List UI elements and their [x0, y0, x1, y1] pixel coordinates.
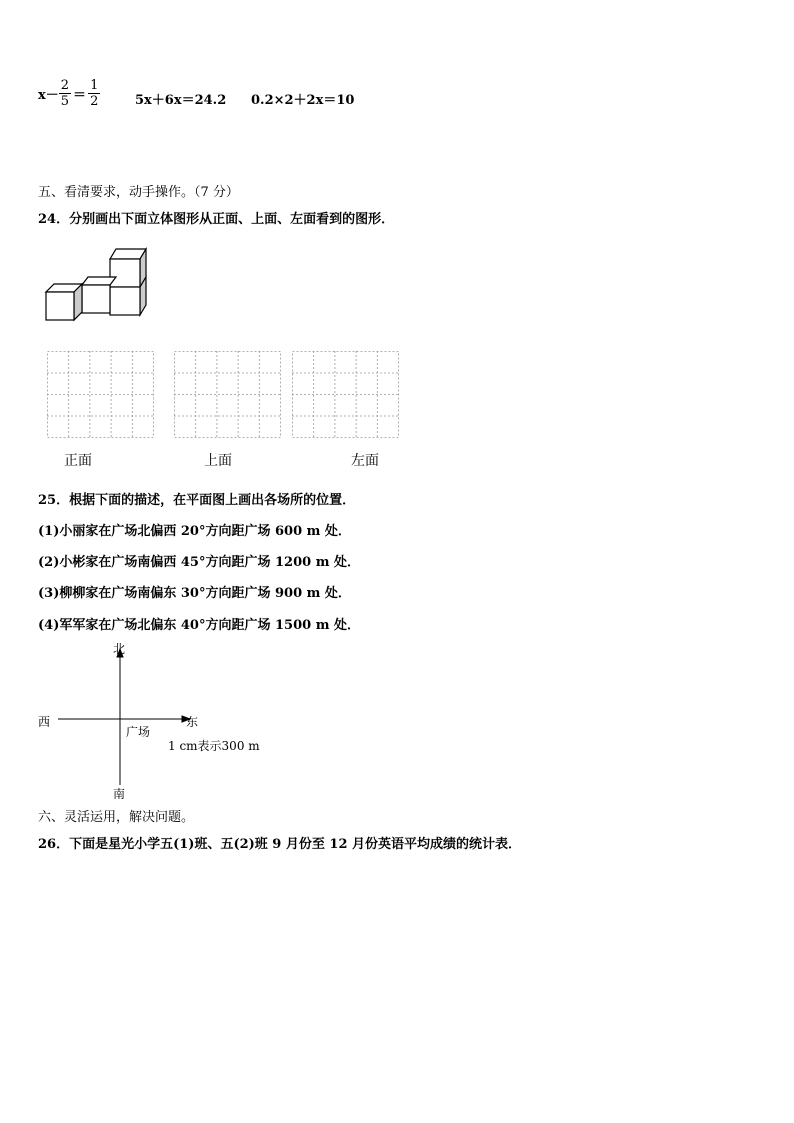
question-26: 26．下面是星光小学五(1)班、五(2)班 9 月份至 12 月份英语平均成绩的统计表． — [38, 837, 522, 852]
compass-east: 东 — [186, 715, 199, 729]
cube-figure — [40, 244, 160, 334]
label-left: 左面 — [351, 453, 379, 469]
q25-item-2: (2)小彬家在广场南偏西 45°方向距广场 1200 m 处． — [38, 555, 360, 570]
section-6-heading: 六、灵活运用，解决问题。 — [38, 810, 195, 825]
equation-2: 5x＋6x＝24.2 — [135, 93, 227, 108]
eq1-prefix: x－ — [38, 88, 59, 103]
fraction-denominator: 5 — [60, 94, 70, 109]
question-25: 25．根据下面的描述，在平面图上画出各场所的位置． — [38, 493, 356, 508]
compass-north: 北 — [113, 642, 126, 656]
compass-scale: 1 cm表示300 m — [168, 739, 260, 753]
section-5-heading: 五、看清要求，动手操作。（7 分） — [38, 185, 239, 200]
compass-axes[interactable] — [0, 645, 200, 795]
grid-top[interactable] — [174, 351, 282, 439]
equation-3: 0.2×2＋2x＝10 — [251, 93, 355, 108]
grid-front[interactable] — [47, 351, 155, 439]
grid-left[interactable] — [292, 351, 400, 439]
compass-center: 广场 — [126, 725, 151, 739]
eq1-equals: ＝ — [73, 88, 87, 103]
equation-1 — [38, 78, 100, 109]
compass-south: 南 — [113, 787, 126, 801]
fraction-2-5 — [59, 78, 71, 109]
q25-item-1: (1)小丽家在广场北偏西 20°方向距广场 600 m 处． — [38, 524, 351, 539]
fraction-numerator: 2 — [60, 78, 70, 93]
q25-item-3: (3)柳柳家在广场南偏东 30°方向距广场 900 m 处． — [38, 586, 351, 601]
fraction-1-2 — [88, 78, 100, 109]
fraction-numerator: 1 — [90, 78, 99, 93]
q25-item-4: (4)军军家在广场北偏东 40°方向距广场 1500 m 处． — [38, 618, 360, 633]
label-front: 正面 — [64, 453, 92, 469]
compass-west: 西 — [38, 715, 51, 729]
question-24: 24．分别画出下面立体图形从正面、上面、左面看到的图形． — [38, 212, 395, 227]
fraction-denominator: 2 — [90, 94, 99, 109]
label-top: 上面 — [204, 453, 232, 469]
